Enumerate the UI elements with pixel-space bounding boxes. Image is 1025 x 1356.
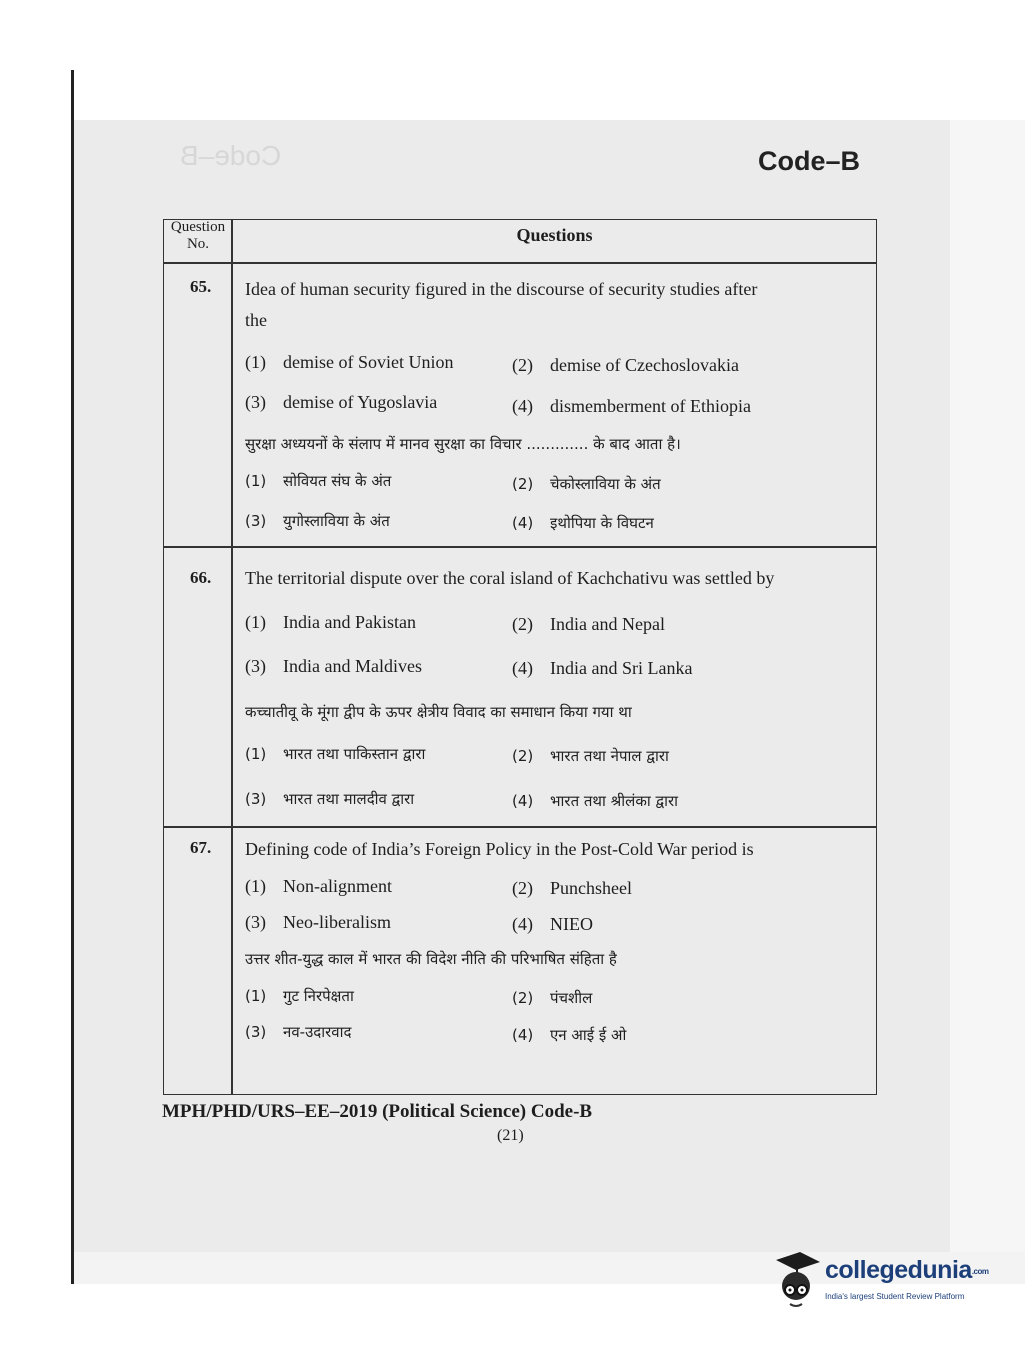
- row-divider: [163, 546, 877, 548]
- column-header-questions: Questions: [516, 225, 593, 245]
- option-3-hi: (3) भारत तथा मालदीव द्वारा: [245, 790, 415, 808]
- option-2-hi: (2) चेकोस्लाविया के अंत: [512, 475, 661, 493]
- option-2-hi: (2) भारत तथा नेपाल द्वारा: [512, 747, 669, 765]
- row-divider: [163, 826, 877, 828]
- option-2: (2) demise of Czechoslovakia: [512, 355, 739, 375]
- mascot-icon: [770, 1248, 824, 1318]
- table-column-divider: [231, 219, 233, 1095]
- option-4: (4) dismemberment of Ethiopia: [512, 396, 751, 416]
- option-3: (3) demise of Yugoslavia: [245, 392, 438, 412]
- question-text-en-cont: the: [245, 310, 267, 330]
- question-number: 67.: [190, 838, 212, 857]
- collegedunia-logo[interactable]: [770, 1248, 992, 1318]
- option-1-hi: (1) गुट निरपेक्षता: [245, 987, 354, 1005]
- question-number: 66.: [190, 568, 212, 587]
- paper-code: Code–B: [758, 146, 861, 176]
- option-2: (2) India and Nepal: [512, 614, 665, 634]
- question-text-en: Defining code of India’s Foreign Policy in the Post-Cold War period is: [245, 839, 754, 859]
- paper-margin: [950, 120, 1025, 1252]
- option-4: (4) India and Sri Lanka: [512, 658, 693, 678]
- question-text-hi: उत्तर शीत-युद्ध काल में भारत की विदेश नीति की परिभाषित संहिता है: [245, 950, 617, 968]
- page-number: (21): [497, 1127, 524, 1144]
- bleed-through-code: Code–B: [180, 140, 282, 171]
- exam-footer: MPH/PHD/URS–EE–2019 (Political Science) Code-B: [162, 1101, 593, 1122]
- table-header-divider: [163, 262, 877, 264]
- option-3-hi: (3) युगोस्लाविया के अंत: [245, 512, 390, 530]
- option-2-hi: (2) पंचशील: [512, 989, 593, 1007]
- option-4-hi: (4) इथोपिया के विघटन: [512, 514, 654, 532]
- logo-wordmark: collegedunia.com: [825, 1256, 989, 1284]
- column-header-question-no: Question No.: [170, 219, 226, 252]
- option-4: (4) NIEO: [512, 914, 593, 934]
- question-number: 65.: [190, 277, 212, 296]
- option-3-hi: (3) नव-उदारवाद: [245, 1023, 352, 1041]
- question-text-en: Idea of human security figured in the discourse of security studies after: [245, 279, 758, 299]
- question-text-en: The territorial dispute over the coral island of Kachchativu was settled by: [245, 568, 775, 588]
- option-3: (3) Neo-liberalism: [245, 912, 391, 932]
- option-1: (1) India and Pakistan: [245, 612, 416, 632]
- option-3: (3) India and Maldives: [245, 656, 422, 676]
- option-1-hi: (1) सोवियत संघ के अंत: [245, 472, 392, 490]
- option-1: (1) Non-alignment: [245, 876, 392, 896]
- option-1: (1) demise of Soviet Union: [245, 352, 454, 372]
- option-2: (2) Punchsheel: [512, 878, 632, 898]
- logo-tagline: India's largest Student Review Platform: [825, 1292, 965, 1301]
- question-text-hi: सुरक्षा अध्ययनों के संलाप में मानव सुरक्षा का विचार ............. के बाद आता है।: [245, 435, 681, 453]
- option-4-hi: (4) एन आई ई ओ: [512, 1026, 627, 1044]
- option-4-hi: (4) भारत तथा श्रीलंका द्वारा: [512, 792, 679, 810]
- question-text-hi: कच्चातीवू के मूंगा द्वीप के ऊपर क्षेत्रीय विवाद का समाधान किया गया था: [245, 703, 632, 721]
- option-1-hi: (1) भारत तथा पाकिस्तान द्वारा: [245, 745, 426, 763]
